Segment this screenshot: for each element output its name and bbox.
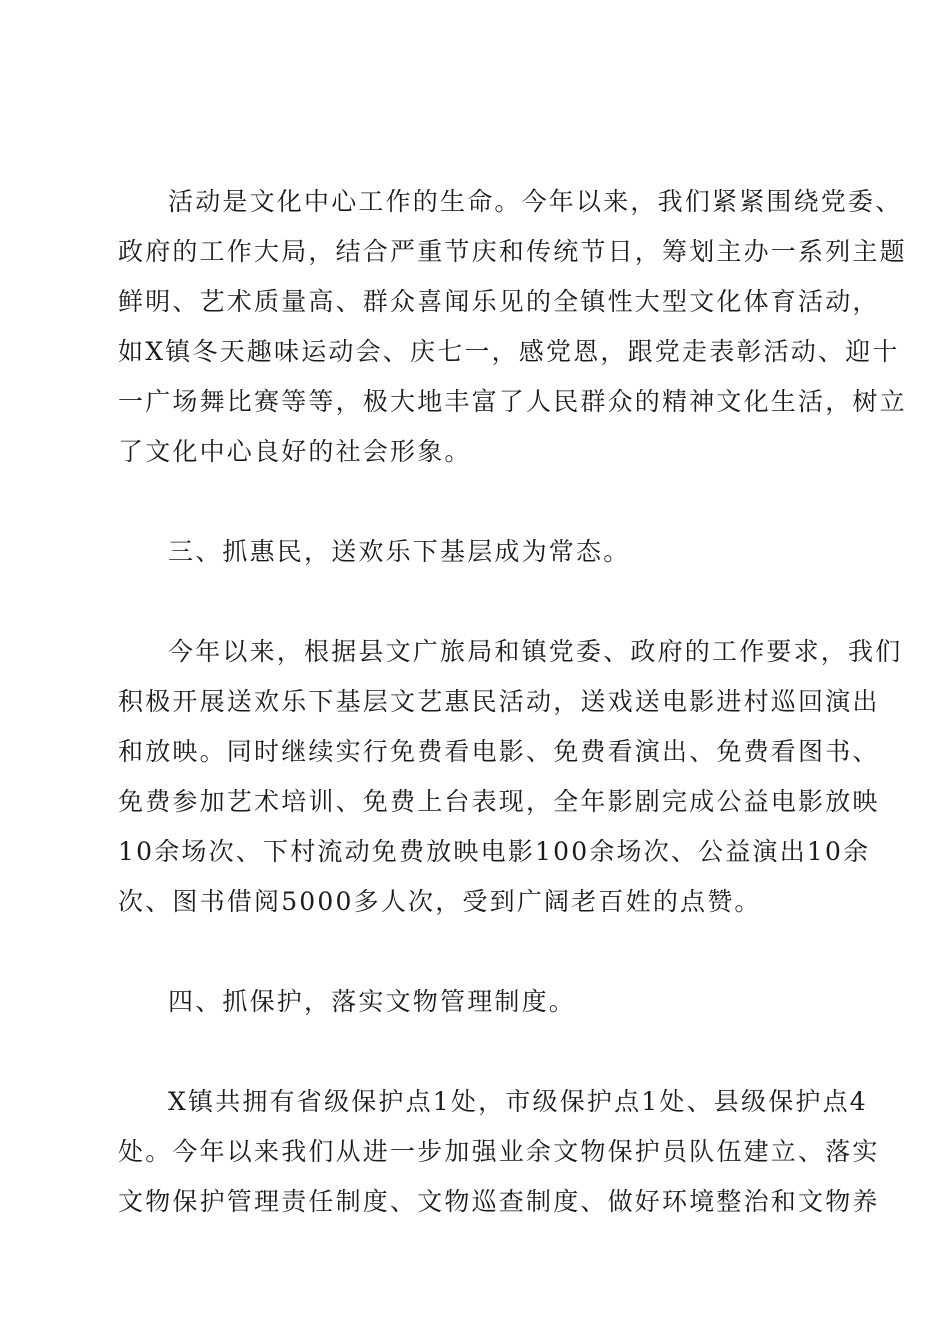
section-heading: 四、抓保护，落实文物管理制度。 — [168, 987, 577, 1016]
paragraph-line: X镇共拥有省级保护点1处，市级保护点1处、县级保护点4 — [168, 1087, 868, 1116]
paragraph-line: 和放映。同时继续实行免费看电影、免费看演出、免费看图书、 — [118, 737, 880, 766]
paragraph-line: 今年以来，根据县文广旅局和镇党委、政府的工作要求，我们 — [168, 637, 903, 666]
section-heading: 三、抓惠民，送欢乐下基层成为常态。 — [168, 537, 631, 566]
paragraph-line: 处。今年以来我们从进一步加强业余文物保护员队伍建立、落实 — [118, 1137, 880, 1166]
paragraph-line: 文物保护管理责任制度、文物巡查制度、做好环境整治和文物养 — [118, 1187, 880, 1216]
paragraph-line: 鲜明、艺术质量高、群众喜闻乐见的全镇性大型文化体育活动， — [118, 287, 880, 316]
paragraph-line: 了文化中心良好的社会形象。 — [118, 437, 472, 466]
paragraph-line: 积极开展送欢乐下基层文艺惠民活动，送戏送电影进村巡回演出 — [118, 687, 880, 716]
paragraph-line: 一广场舞比赛等等，极大地丰富了人民群众的精神文化生活，树立 — [118, 387, 907, 416]
paragraph-line: 活动是文化中心工作的生命。今年以来，我们紧紧围绕党委、 — [168, 187, 903, 216]
paragraph-line: 10余场次、下村流动免费放映电影100余场次、公益演出10余 — [118, 837, 871, 866]
paragraph-line: 如X镇冬天趣味运动会、庆七一，感党恩，跟党走表彰活动、迎十 — [118, 337, 900, 366]
paragraph-line: 政府的工作大局，结合严重节庆和传统节日，筹划主办一系列主题 — [118, 237, 907, 266]
paragraph-line: 次、图书借阅5000多人次，受到广阔老百姓的点赞。 — [118, 887, 762, 916]
paragraph-line: 免费参加艺术培训、免费上台表现，全年影剧完成公益电影放映 — [118, 787, 880, 816]
